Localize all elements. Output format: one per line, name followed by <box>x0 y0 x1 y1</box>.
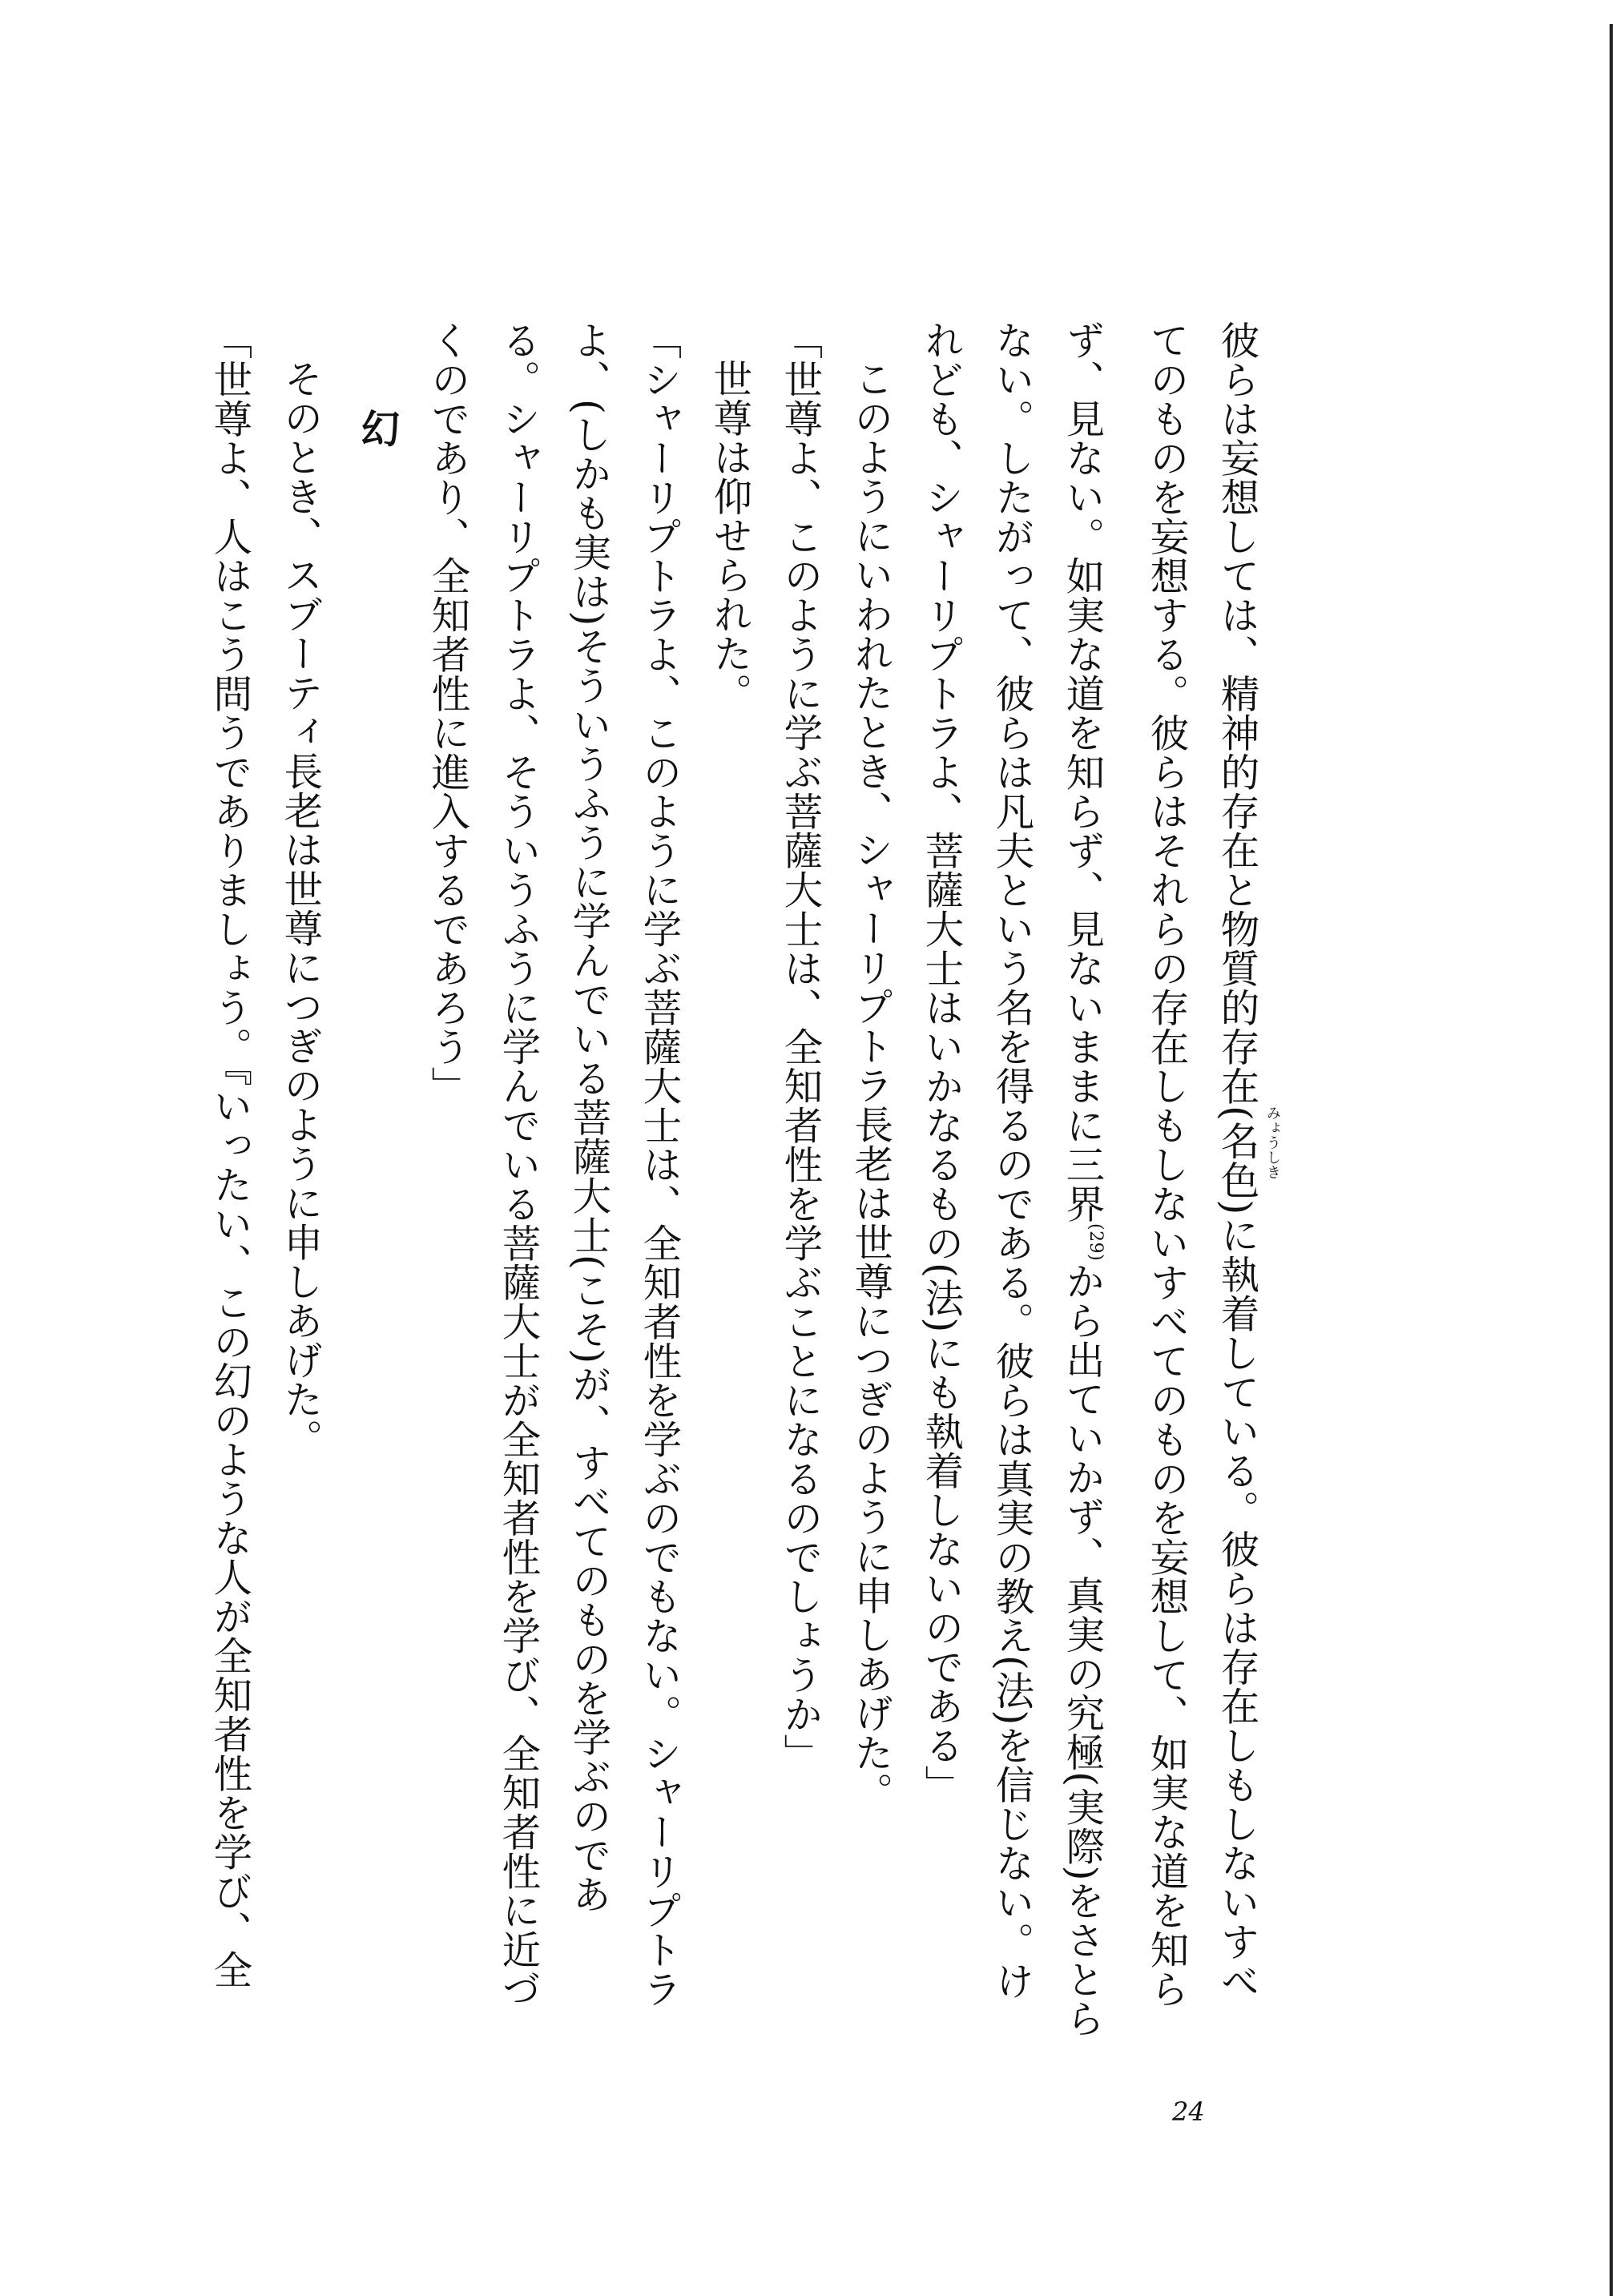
ruby-base: (名色) <box>1214 1106 1259 1215</box>
text-column-3 <box>1046 320 1130 2123</box>
text-column-3-start: ず、見ない。如実な道を知らず、見ないままに三界 <box>1058 320 1104 1223</box>
text-column-4: ない。したがって、彼らは凡夫という名を得るのである。彼らは真実の教え(法)を信じない。け <box>988 320 1034 2000</box>
section-heading: 幻 <box>353 409 400 448</box>
text-column-10: よ、(しかも実は)そういうふうに学んでいる菩薩大士(こそ)が、すべてのものを学ぶのであ <box>565 320 611 1914</box>
text-column-12: くのであり、全知者性に進入するであろう」 <box>424 320 469 1106</box>
text-column-7: 「世尊よ、このように学ぶ菩薩大士は、全知者性を学ぶことになるのでしょうか」 <box>776 320 822 1773</box>
text-column-3-end: から出ていかず、真実の究極(実際)をさとら <box>1058 1261 1104 2039</box>
text-column-2: てのものを妄想する。彼らはそれらの存在しもしないすべてのものを妄想して、如実な道を知ら <box>1143 320 1188 2008</box>
text-column-6: このようにいわれたとき、シャーリプトラ長老は世尊につぎのように申しあげた。 <box>847 359 893 1811</box>
vertical-text-body <box>194 320 1281 2123</box>
text-column-1 <box>1201 320 1281 2123</box>
footnote-marker: (29) <box>1086 1223 1106 1262</box>
ruby-term <box>1214 1106 1281 1215</box>
text-column-14: 「世尊よ、人はこう問うでありましょう。『いったい、この幻のような人が全知者性を学び、全 <box>206 320 252 1989</box>
text-column-13: そのとき、スブーティ長老は世尊につぎのように申しあげた。 <box>276 359 322 1458</box>
text-column-1-end: に執着している。彼らは存在しもしないすべ <box>1214 1214 1259 2000</box>
page-binding-line <box>1610 24 1613 2296</box>
text-column-8: 世尊は仰せられた。 <box>706 359 752 712</box>
text-column-9: 「シャーリプトラよ、このように学ぶ菩薩大士は、全知者性を学ぶのでもない。シャーリプトラ <box>635 320 681 2008</box>
text-column-5: れども、シャーリプトラよ、菩薩大士はいかなるもの(法)にも執着しないのである」 <box>917 320 963 1804</box>
page-number: 24 <box>1172 2097 1205 2127</box>
text-column-11: る。シャーリプトラよ、そういうふうに学んでいる菩薩大士が全知者性を学び、全知者性に近づ <box>494 320 540 2008</box>
ruby-reading: みょうしき <box>1264 1106 1281 1180</box>
text-column-1-start: 彼らは妄想しては、精神的存在と物質的存在 <box>1214 320 1259 1106</box>
